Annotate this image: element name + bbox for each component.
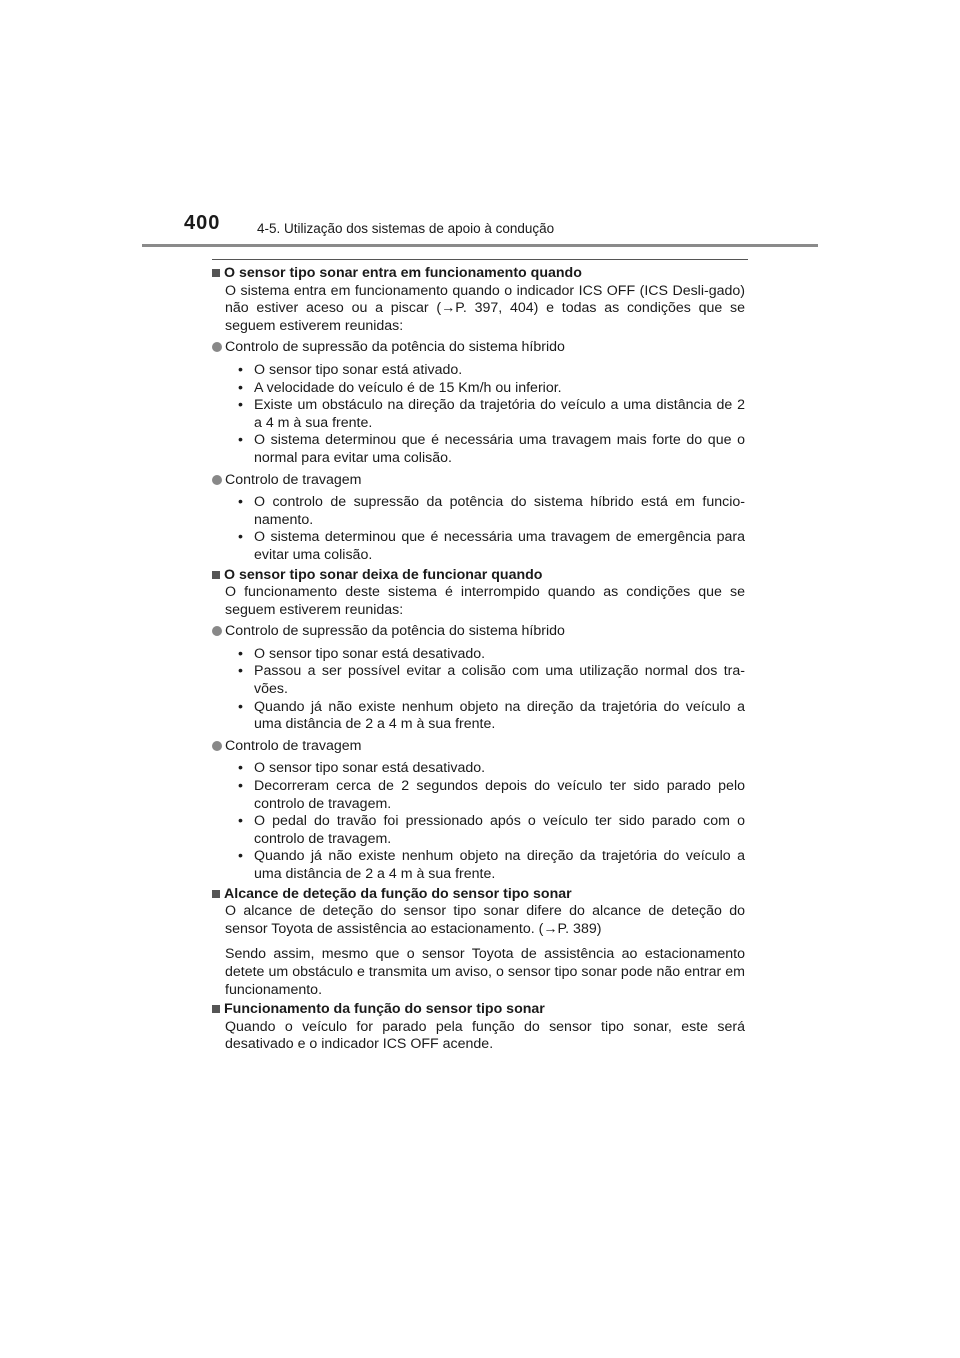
- list-item-text: Passou a ser possível evitar a colisão com uma utilização normal dos tra-vões.: [254, 663, 745, 698]
- condition-label: Controlo de supressão da potência do sistema híbrido: [225, 623, 565, 640]
- manual-section: [212, 1001, 745, 1054]
- condition-group: [212, 623, 745, 734]
- section-heading: [212, 567, 745, 585]
- section-heading-text: O sensor tipo sonar entra em funcionamento quando: [224, 265, 582, 281]
- list-item-text: A velocidade do veículo é de 15 Km/h ou inferior.: [254, 379, 562, 396]
- condition-heading: [212, 339, 745, 357]
- section-heading-text: Alcance de deteção da função do sensor tipo sonar: [224, 885, 572, 902]
- dot-bullet-icon: •: [238, 760, 243, 777]
- section-title: 4-5. Utilização dos sistemas de apoio à condução: [257, 221, 555, 236]
- dot-bullet-icon: •: [238, 698, 243, 715]
- dot-bullet-icon: •: [238, 361, 243, 378]
- list-item: [238, 494, 745, 529]
- list-item: [238, 432, 745, 467]
- content-divider: [212, 259, 748, 260]
- condition-label: Controlo de supressão da potência do sistema híbrido: [225, 339, 565, 356]
- section-heading: [212, 265, 745, 283]
- circle-bullet-icon: [212, 741, 222, 751]
- condition-heading: [212, 623, 745, 641]
- dot-bullet-icon: •: [238, 848, 243, 865]
- dot-bullet-icon: •: [238, 379, 243, 396]
- manual-section: [212, 886, 745, 1000]
- list-item: [238, 663, 745, 698]
- dot-bullet-icon: •: [238, 813, 243, 830]
- dot-bullet-icon: •: [238, 663, 243, 680]
- list-item-text: O sensor tipo sonar está desativado.: [254, 760, 486, 777]
- list-item: [238, 813, 745, 848]
- list-item: [238, 699, 745, 734]
- list-item-text: O sistema determinou que é necessária uma travagem mais forte do que o normal para evitar uma colisão.: [254, 432, 745, 466]
- page-number: 400: [184, 212, 221, 234]
- condition-list: [238, 646, 745, 734]
- list-item: [238, 380, 745, 398]
- square-bullet-icon: [212, 890, 220, 898]
- dot-bullet-icon: •: [238, 432, 243, 449]
- condition-heading: [212, 738, 745, 756]
- list-item: [238, 848, 745, 883]
- list-item-text: Quando já não existe nenhum objeto na direção da trajetória do veículo a uma distância de 2 a 4 m à sua frente.: [254, 848, 745, 882]
- list-item: [238, 362, 745, 380]
- list-item-text: Quando já não existe nenhum objeto na direção da trajetória do veículo a uma distância de 2 a 4 m à sua frente.: [254, 698, 745, 733]
- list-item-text: O controlo de supressão da potência do sistema híbrido está em funcio-namento.: [254, 494, 745, 528]
- circle-bullet-icon: [212, 475, 222, 485]
- section-heading-text: O sensor tipo sonar deixa de funcionar quando: [224, 566, 543, 583]
- circle-bullet-icon: [212, 342, 222, 352]
- square-bullet-icon: [212, 269, 220, 277]
- list-item: [238, 778, 745, 813]
- list-item: [238, 529, 745, 564]
- circle-bullet-icon: [212, 626, 222, 636]
- header-divider: [142, 244, 818, 247]
- list-item-text: Decorreram cerca de 2 segundos depois do veículo ter sido parado pelo controlo de travagem.: [254, 778, 745, 812]
- condition-list: [238, 494, 745, 564]
- condition-group: [212, 472, 745, 565]
- section-paragraph: O funcionamento deste sistema é interrompido quando as condições que se seguem estiverem reunidas:: [225, 584, 745, 618]
- condition-list: [238, 362, 745, 468]
- list-item: [238, 397, 745, 432]
- list-item-text: Existe um obstáculo na direção da trajetória do veículo a uma distância de 2 a 4 m à sua frente.: [254, 397, 745, 431]
- manual-section: [212, 567, 745, 884]
- dot-bullet-icon: •: [238, 529, 243, 546]
- section-paragraph: Quando o veículo for parado pela função do sensor tipo sonar, este será desativado e o indicador ICS OFF acende.: [225, 1018, 745, 1053]
- condition-label: Controlo de travagem: [225, 737, 362, 754]
- dot-bullet-icon: •: [238, 397, 243, 414]
- condition-label: Controlo de travagem: [225, 471, 362, 488]
- section-heading: [212, 886, 745, 904]
- list-item: [238, 760, 745, 778]
- list-item-text: O sensor tipo sonar está desativado.: [254, 645, 486, 662]
- condition-group: [212, 738, 745, 884]
- dot-bullet-icon: •: [238, 645, 243, 662]
- page-header: [0, 0, 960, 250]
- dot-bullet-icon: •: [238, 494, 243, 511]
- list-item-text: O sistema determinou que é necessária uma travagem de emergência para evitar uma colisão.: [254, 529, 745, 563]
- square-bullet-icon: [212, 571, 220, 579]
- section-heading-text: Funcionamento da função do sensor tipo sonar: [224, 1001, 545, 1018]
- list-item: [238, 646, 745, 664]
- section-heading: [212, 1001, 745, 1019]
- square-bullet-icon: [212, 1005, 220, 1013]
- section-paragraph: Sendo assim, mesmo que o sensor Toyota de assistência ao estacionamento detete um obstáculo e transmita um aviso, o sensor tipo sonar pode não entrar em funcionamento.: [225, 946, 745, 998]
- manual-section: [212, 265, 745, 565]
- section-paragraph: O sistema entra em funcionamento quando o indicador ICS OFF (ICS Desli-gado) não estiver aceso ou a piscar (→P. 397, 404) e todas as condições que se seguem estiverem reunidas:: [225, 282, 745, 334]
- manual-content: [212, 265, 745, 1054]
- section-paragraph: O alcance de deteção do sensor tipo sonar difere do alcance de deteção do sensor Toyota de assistência ao estacionamento. (→P. 389): [225, 903, 745, 937]
- dot-bullet-icon: •: [238, 778, 243, 795]
- condition-group: [212, 339, 745, 467]
- list-item-text: O pedal do travão foi pressionado após o veículo ter sido parado com o controlo de travagem.: [254, 813, 745, 847]
- list-item-text: O sensor tipo sonar está ativado.: [254, 361, 463, 378]
- condition-heading: [212, 472, 745, 490]
- condition-list: [238, 760, 745, 883]
